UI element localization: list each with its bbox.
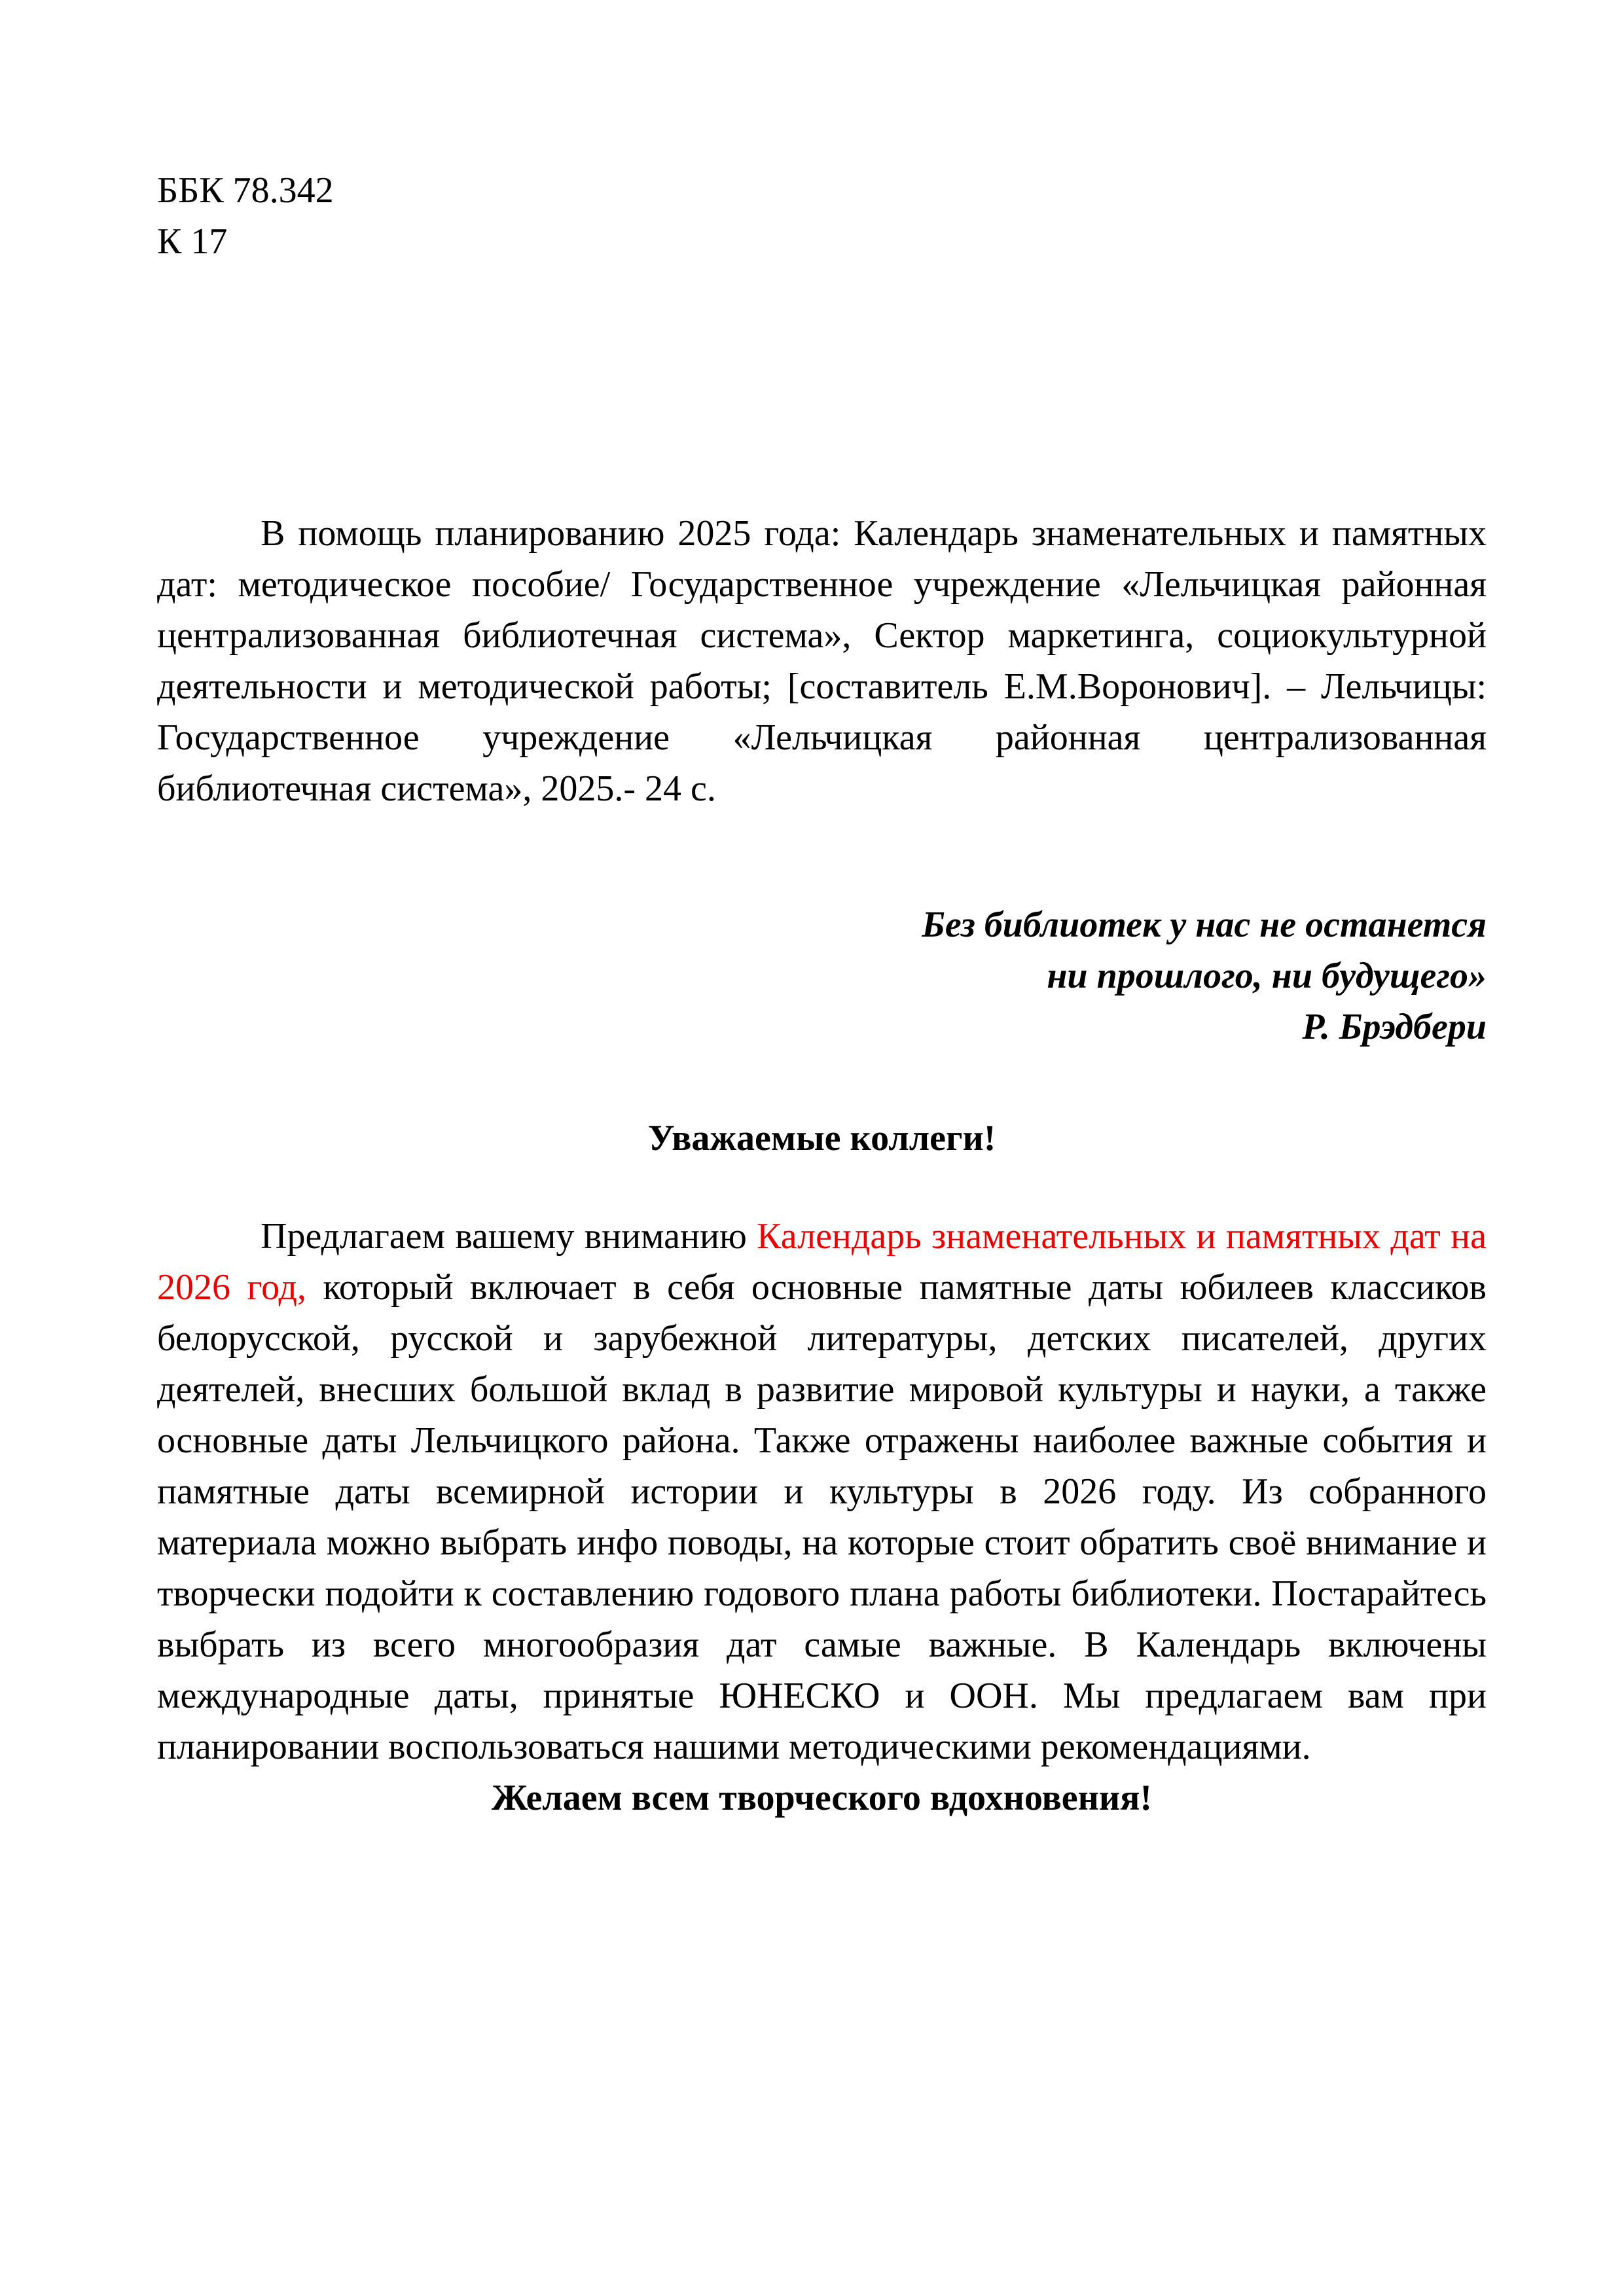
closing-line: Желаем всем творческого вдохновения!: [491, 1778, 1153, 1818]
intro-text-after-highlight: который включает в себя основные памятные даты юбилеев классиков белорусской, русской и зарубежной литературы, детских писателей, других деятелей, внесших большой вклад в развитие мировой культуры и науки, а также основные даты Лельчицкого района. Также отражены наиболее важные события и памятные даты всемирной истории и культуры в 2026 году. Из собранного материала можно выбрать инфо поводы, на которые стоит обратить своё внимание и творчески подойти к составлению годового плана работы библиотеки. Постарайтесь выбрать из всего многообразия дат самые важные. В Календарь включены международные даты, принятые ЮНЕСКО и ООН. Мы предлагаем вам при планировании воспользоваться нашими методическими рекомендациями.: [157, 1267, 1487, 1767]
bbk-index: ББК 78.342: [157, 170, 334, 211]
epigraph-line-1: Без библиотек у нас не останется: [922, 905, 1487, 945]
bbk-classification-block: [157, 165, 1487, 267]
author-sign: К 17: [157, 221, 228, 262]
intro-text-before-highlight: Предлагаем вашему вниманию: [261, 1216, 757, 1257]
calendar-title-highlight: Календарь знаменательных и памятных дат на 2026 год,: [157, 1216, 1487, 1308]
epigraph-line-2: ни прошлого, ни будущего»: [1047, 956, 1487, 996]
intro-paragraph: [157, 1211, 1487, 1772]
epigraph-attribution: Р. Брэдбери: [1302, 1007, 1487, 1047]
greeting-heading: Уважаемые коллеги!: [647, 1118, 996, 1158]
epigraph: [157, 899, 1487, 1052]
bibliographic-record: В помощь планированию 2025 года: Календарь знаменательных и памятных дат: методическое пособие/ Государственное учреждение «Лельчицкая районная централизованная библиотечная система», Сектор маркетинга, социокультурной деятельности и методической работы; [составитель Е.М.Воронович]. – Лельчицы: Государственное учреждение «Лельчицкая районная централизованная библиотечная система», 2025.- 24 с.: [157, 513, 1487, 809]
